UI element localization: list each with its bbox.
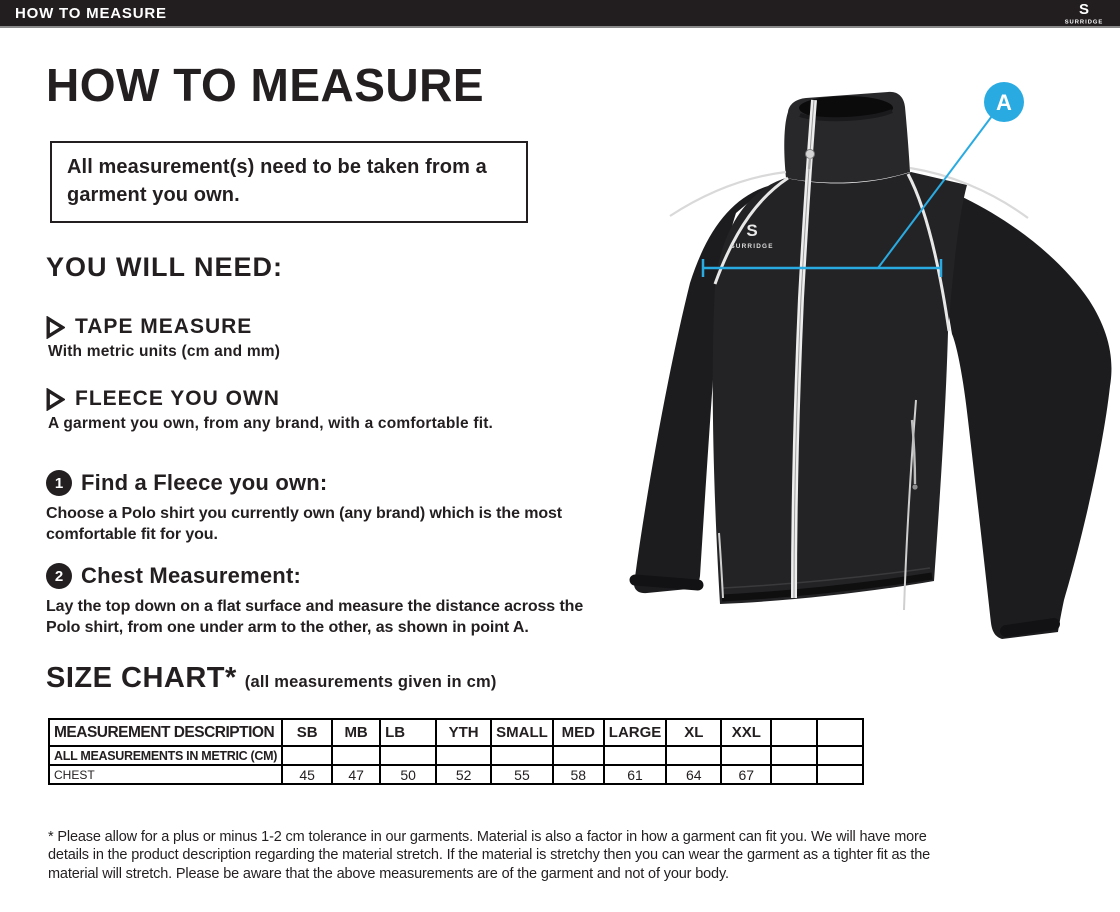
- surridge-logo-icon: [1056, 0, 1112, 26]
- data-cell: [721, 746, 771, 765]
- page-title: HOW TO MEASURE: [46, 59, 485, 111]
- data-cell: [332, 746, 380, 765]
- step-number-badge: 2: [46, 563, 72, 589]
- header-cell-description: MEASUREMENT DESCRIPTION: [49, 719, 282, 746]
- header-cell-size: LARGE: [604, 719, 667, 746]
- data-cell: [436, 746, 491, 765]
- header-cell-size: SB: [282, 719, 332, 746]
- step-number-badge: 1: [46, 470, 72, 496]
- header-cell-size: MB: [332, 719, 380, 746]
- need-item-tape-measure: [46, 315, 280, 361]
- header-cell-empty: [771, 719, 817, 746]
- need-title: TAPE MEASURE: [75, 315, 253, 338]
- step-title: Chest Measurement:: [81, 563, 301, 588]
- step-body: Lay the top down on a flat surface and measure the distance across the Polo shirt, from one under arm to the other, as shown in point A.: [46, 598, 584, 637]
- jacket-figure: [618, 28, 1120, 668]
- size-chart-title: SIZE CHART*: [46, 662, 237, 694]
- data-cell: 61: [604, 765, 667, 784]
- notice-text: All measurement(s) need to be taken from a garment you own.: [67, 156, 487, 206]
- need-subtitle: With metric units (cm and mm): [48, 343, 281, 360]
- surridge-logo-mark: S: [1078, 1, 1090, 18]
- notice-box: [50, 141, 528, 223]
- size-chart-heading: [46, 662, 497, 695]
- data-cell: 45: [282, 765, 332, 784]
- size-chart-subtitle: (all measurements given in cm): [244, 673, 497, 691]
- step-title: Find a Fleece you own:: [81, 470, 328, 495]
- you-will-need-heading: YOU WILL NEED:: [46, 252, 284, 282]
- data-cell: 50: [380, 765, 436, 784]
- data-cell: [553, 746, 604, 765]
- step-body: Choose a Polo shirt you currently own (any brand) which is the most comfortable fit for you.: [46, 505, 563, 544]
- row-label-cell: CHEST: [49, 765, 282, 784]
- data-cell: 52: [436, 765, 491, 784]
- step-item-2: [46, 563, 606, 639]
- marker-a-label: A: [996, 90, 1012, 115]
- need-title-row: [46, 387, 493, 411]
- garment-logo-mark: S: [746, 221, 758, 240]
- header-cell-size: XL: [666, 719, 721, 746]
- step-title-row: [46, 470, 606, 496]
- data-cell: [817, 746, 863, 765]
- header-cell-size: LB: [380, 719, 436, 746]
- step-item-1: [46, 470, 606, 546]
- garment-logo-wordmark: SURRIDGE: [730, 243, 774, 250]
- header-cell-size: XXL: [721, 719, 771, 746]
- header-cell-empty: [817, 719, 863, 746]
- table-header-row: [49, 719, 863, 746]
- size-chart-table: [48, 718, 864, 785]
- zipper-pull: [806, 150, 815, 159]
- data-cell: [282, 746, 332, 765]
- topbar-title: HOW TO MEASURE: [15, 4, 167, 22]
- data-cell: 55: [491, 765, 553, 784]
- data-cell: [771, 746, 817, 765]
- data-cell: [771, 765, 817, 784]
- topbar: [0, 0, 1120, 28]
- data-cell: [666, 746, 721, 765]
- header-cell-size: SMALL: [491, 719, 553, 746]
- header-cell-size: YTH: [436, 719, 491, 746]
- tolerance-footnote: * Please allow for a plus or minus 1-2 cm tolerance in our garments. Material is also a factor in how a garment can fit you. We will have more details in the product description regarding the material stretch. If the material is stretchy then you can wear the garment as a tighter fit as the material will stretch. Please be aware that the above measurements are of the garment and not of your body.: [48, 828, 931, 883]
- data-cell: 64: [666, 765, 721, 784]
- play-triangle-icon: [46, 316, 65, 339]
- data-cell: 67: [721, 765, 771, 784]
- surridge-logo-wordmark: SURRIDGE: [1064, 19, 1104, 26]
- need-title-row: [46, 315, 280, 339]
- step-title-row: [46, 563, 606, 589]
- data-cell: 58: [553, 765, 604, 784]
- need-item-fleece: [46, 387, 493, 433]
- data-cell: [491, 746, 553, 765]
- data-cell: 47: [332, 765, 380, 784]
- header-cell-size: MED: [553, 719, 604, 746]
- data-cell: [380, 746, 436, 765]
- data-cell: [817, 765, 863, 784]
- table-row-metric-note: [49, 746, 863, 765]
- data-cell: [604, 746, 667, 765]
- jacket-illustration: [618, 28, 1120, 668]
- need-subtitle: A garment you own, from any brand, with a comfortable fit.: [48, 415, 494, 432]
- row-label-cell: ALL MEASUREMENTS IN METRIC (CM): [49, 746, 282, 765]
- play-triangle-icon: [46, 388, 65, 411]
- need-title: FLEECE YOU OWN: [75, 387, 280, 410]
- table-row-chest: [49, 765, 863, 784]
